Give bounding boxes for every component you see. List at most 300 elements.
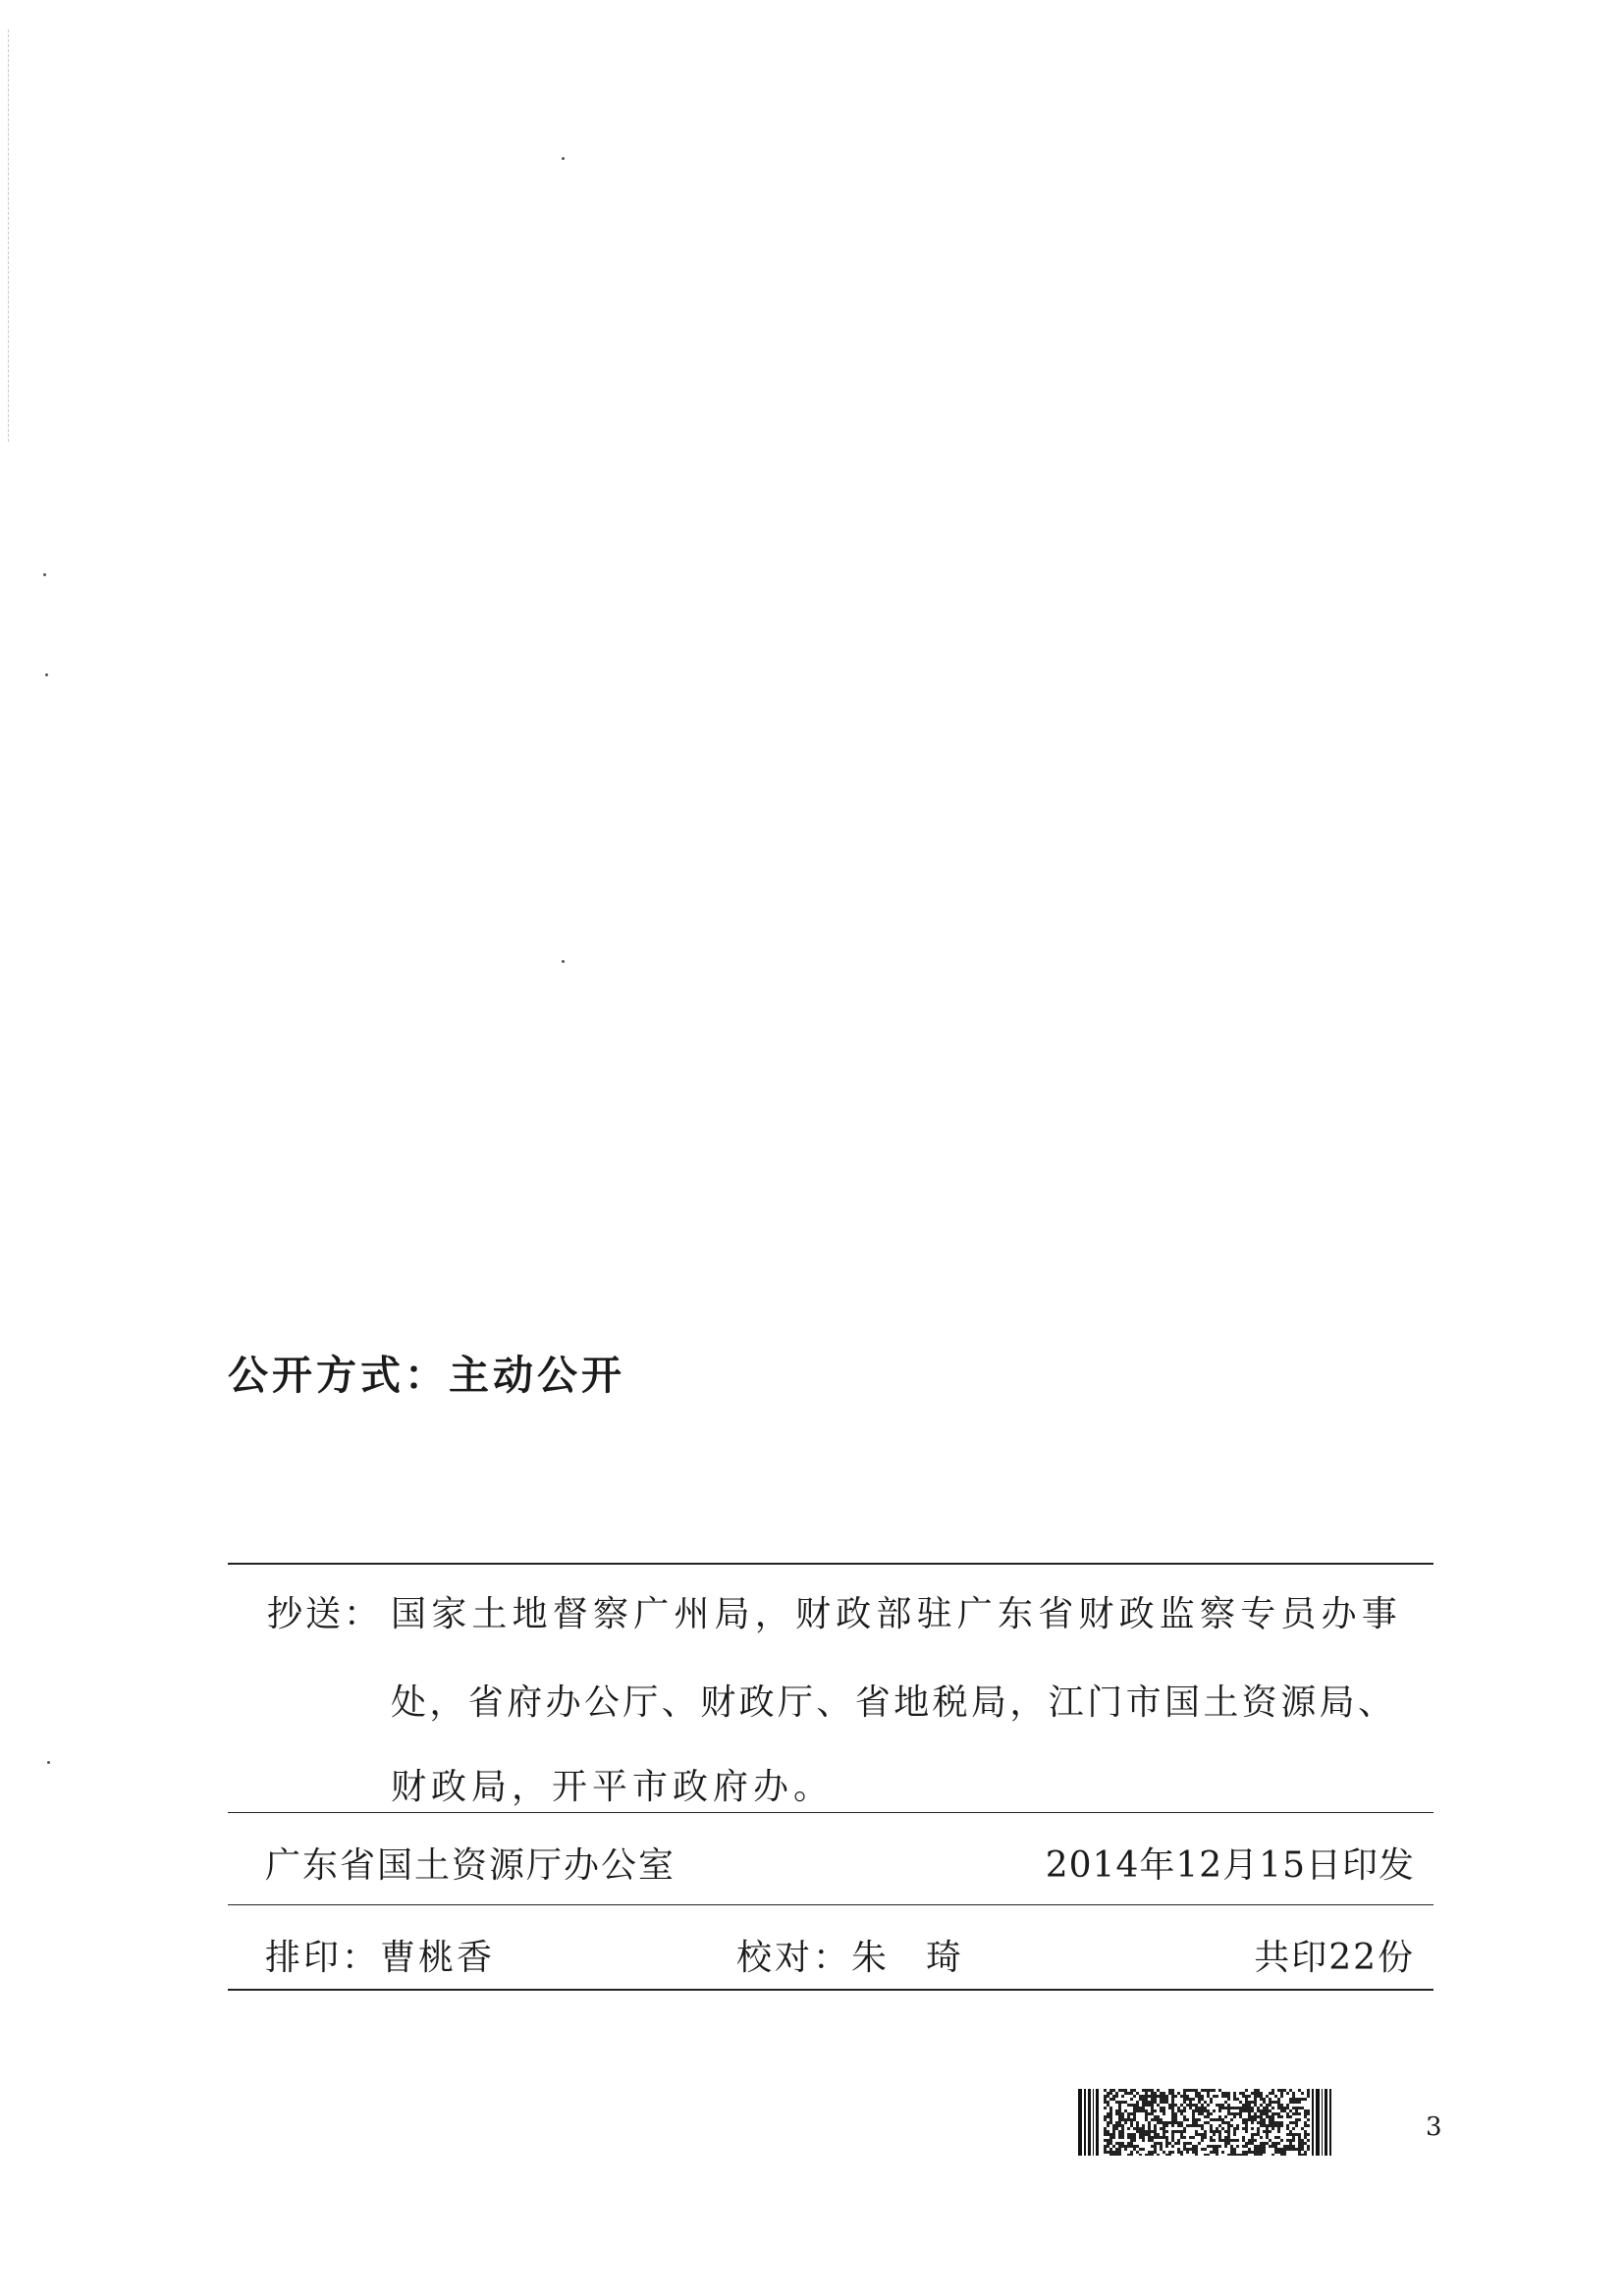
barcode-cell xyxy=(1189,2107,1192,2109)
copies-count: 共印22份 xyxy=(1254,1938,1415,1978)
typeset-name: 曹桃香 xyxy=(380,1938,496,1978)
barcode-cell xyxy=(1301,2145,1304,2148)
barcode-cell xyxy=(1213,2151,1216,2154)
barcode-cell xyxy=(1254,2118,1257,2121)
barcode-cell xyxy=(1286,2107,1289,2109)
barcode-cell xyxy=(1227,2130,1230,2133)
barcode-cell xyxy=(1269,2104,1271,2107)
barcode-cell xyxy=(1104,2095,1107,2098)
barcode-cell xyxy=(1107,2139,1109,2142)
barcode-cell xyxy=(1304,2098,1307,2101)
barcode-cell xyxy=(1304,2124,1307,2127)
barcode-cell xyxy=(1195,2107,1198,2109)
barcode-cell xyxy=(1186,2118,1189,2121)
barcode-cell xyxy=(1118,2112,1121,2115)
barcode-cell xyxy=(1109,2154,1112,2156)
barcode-cell xyxy=(1192,2121,1195,2124)
barcode-cell xyxy=(1186,2151,1189,2154)
barcode-cell xyxy=(1292,2133,1295,2136)
barcode-bar xyxy=(1078,2089,1082,2156)
barcode-cell xyxy=(1107,2115,1109,2118)
barcode-cell xyxy=(1248,2142,1251,2145)
barcode-cell xyxy=(1204,2121,1207,2124)
barcode-cell xyxy=(1227,2098,1230,2101)
barcode-cell xyxy=(1280,2089,1283,2092)
barcode-cell xyxy=(1286,2104,1289,2107)
barcode-cell xyxy=(1242,2127,1245,2130)
barcode-cell xyxy=(1271,2121,1274,2124)
barcode-cell xyxy=(1148,2130,1151,2133)
barcode-cell xyxy=(1142,2124,1145,2127)
barcode-cell xyxy=(1139,2133,1142,2136)
barcode-cell xyxy=(1224,2130,1227,2133)
barcode-cell xyxy=(1104,2115,1107,2118)
barcode-cell xyxy=(1148,2095,1151,2098)
barcode-cell xyxy=(1248,2115,1251,2118)
barcode-cell xyxy=(1251,2115,1254,2118)
barcode-cell xyxy=(1133,2118,1136,2121)
barcode-cell xyxy=(1260,2112,1263,2115)
barcode-cell xyxy=(1183,2145,1186,2148)
barcode-cell xyxy=(1171,2133,1174,2136)
barcode-cell xyxy=(1251,2118,1254,2121)
barcode-cell xyxy=(1260,2095,1263,2098)
barcode-cell xyxy=(1295,2124,1298,2127)
barcode-cell xyxy=(1142,2139,1145,2142)
barcode-cell xyxy=(1218,2139,1221,2142)
barcode-cell xyxy=(1142,2148,1145,2151)
barcode-cell xyxy=(1210,2089,1213,2092)
barcode-cell xyxy=(1163,2107,1165,2109)
barcode-cell xyxy=(1177,2121,1180,2124)
barcode-cell xyxy=(1171,2145,1174,2148)
barcode-cell xyxy=(1227,2121,1230,2124)
barcode-cell xyxy=(1298,2089,1301,2092)
barcode-cell xyxy=(1109,2136,1112,2139)
barcode-cell xyxy=(1204,2136,1207,2139)
barcode-cell xyxy=(1163,2133,1165,2136)
barcode-cell xyxy=(1177,2148,1180,2151)
barcode-cell xyxy=(1171,2092,1174,2095)
barcode-cell xyxy=(1154,2136,1157,2139)
barcode-cell xyxy=(1207,2121,1210,2124)
barcode-cell xyxy=(1216,2145,1218,2148)
barcode-cell xyxy=(1283,2089,1286,2092)
barcode-cell xyxy=(1201,2109,1204,2112)
barcode-cell xyxy=(1171,2115,1174,2118)
barcode-cell xyxy=(1130,2089,1133,2092)
barcode-cell xyxy=(1245,2130,1248,2133)
barcode-cell xyxy=(1269,2101,1271,2104)
barcode-cell xyxy=(1148,2112,1151,2115)
barcode-cell xyxy=(1160,2145,1163,2148)
barcode-cell xyxy=(1274,2101,1277,2104)
barcode-cell xyxy=(1283,2109,1286,2112)
barcode-cell xyxy=(1248,2109,1251,2112)
barcode-cell xyxy=(1115,2142,1118,2145)
rule-top xyxy=(228,1563,1434,1565)
barcode-cell xyxy=(1271,2115,1274,2118)
barcode-cell xyxy=(1286,2092,1289,2095)
barcode-cell xyxy=(1151,2098,1154,2101)
barcode-cell xyxy=(1263,2107,1266,2109)
barcode-cell xyxy=(1233,2130,1236,2133)
barcode-cell xyxy=(1251,2142,1254,2145)
barcode-cell xyxy=(1157,2104,1160,2107)
barcode-cell xyxy=(1151,2092,1154,2095)
barcode-cell xyxy=(1115,2154,1118,2156)
barcode-cell xyxy=(1192,2115,1195,2118)
barcode-cell xyxy=(1277,2136,1280,2139)
barcode-cell xyxy=(1183,2098,1186,2101)
barcode-cell xyxy=(1130,2139,1133,2142)
barcode-cell xyxy=(1210,2124,1213,2127)
barcode-cell xyxy=(1104,2118,1107,2121)
barcode-cell xyxy=(1301,2148,1304,2151)
barcode-cell xyxy=(1298,2107,1301,2109)
barcode-cell xyxy=(1192,2145,1195,2148)
barcode-cell xyxy=(1245,2098,1248,2101)
barcode-cell xyxy=(1269,2109,1271,2112)
barcode-cell xyxy=(1227,2107,1230,2109)
barcode-cell xyxy=(1266,2115,1269,2118)
barcode-cell xyxy=(1198,2107,1201,2109)
barcode-cell xyxy=(1295,2112,1298,2115)
barcode-cell xyxy=(1233,2092,1236,2095)
barcode-cell xyxy=(1242,2139,1245,2142)
barcode-bar xyxy=(1088,2089,1091,2156)
barcode-cell xyxy=(1251,2151,1254,2154)
barcode-cell xyxy=(1139,2109,1142,2112)
barcode-bar xyxy=(1325,2089,1327,2156)
barcode-cell xyxy=(1145,2089,1148,2092)
barcode-cell xyxy=(1115,2109,1118,2112)
barcode-cell xyxy=(1257,2133,1260,2136)
barcode-cell xyxy=(1257,2148,1260,2151)
barcode-cell xyxy=(1201,2112,1204,2115)
barcode-cell xyxy=(1109,2148,1112,2151)
barcode-cell xyxy=(1254,2154,1257,2156)
barcode-cell xyxy=(1136,2109,1139,2112)
barcode-cell xyxy=(1292,2145,1295,2148)
barcode-cell xyxy=(1218,2136,1221,2139)
barcode-cell xyxy=(1230,2145,1233,2148)
barcode-cell xyxy=(1171,2107,1174,2109)
barcode-cell xyxy=(1248,2104,1251,2107)
barcode-cell xyxy=(1195,2121,1198,2124)
barcode-cell xyxy=(1245,2109,1248,2112)
barcode-cell xyxy=(1260,2136,1263,2139)
barcode-cell xyxy=(1298,2151,1301,2154)
barcode-cell xyxy=(1109,2107,1112,2109)
barcode-cell xyxy=(1266,2112,1269,2115)
barcode-cell xyxy=(1236,2112,1239,2115)
barcode-cell xyxy=(1289,2115,1292,2118)
scan-speck xyxy=(562,157,565,160)
barcode-cell xyxy=(1277,2089,1280,2092)
barcode-cell xyxy=(1230,2118,1233,2121)
barcode-cell xyxy=(1160,2121,1163,2124)
barcode-cell xyxy=(1142,2130,1145,2133)
barcode-cell xyxy=(1257,2130,1260,2133)
barcode-cell xyxy=(1104,2133,1107,2136)
barcode-cell xyxy=(1292,2092,1295,2095)
barcode-cell xyxy=(1230,2139,1233,2142)
barcode-cell xyxy=(1142,2109,1145,2112)
barcode-cell xyxy=(1112,2098,1115,2101)
barcode-cell xyxy=(1154,2118,1157,2121)
barcode-cell xyxy=(1133,2133,1136,2136)
barcode-cell xyxy=(1301,2154,1304,2156)
barcode-cell xyxy=(1266,2095,1269,2098)
barcode-cell xyxy=(1183,2115,1186,2118)
barcode-cell xyxy=(1254,2092,1257,2095)
barcode-cell xyxy=(1130,2112,1133,2115)
barcode-cell xyxy=(1269,2139,1271,2142)
barcode-cell xyxy=(1304,2121,1307,2124)
barcode-cell xyxy=(1189,2142,1192,2145)
barcode-cell xyxy=(1163,2121,1165,2124)
barcode-cell xyxy=(1254,2133,1257,2136)
barcode-cell xyxy=(1207,2145,1210,2148)
barcode-cell xyxy=(1201,2098,1204,2101)
barcode-cell xyxy=(1254,2112,1257,2115)
barcode-cell xyxy=(1304,2109,1307,2112)
barcode-cell xyxy=(1171,2130,1174,2133)
barcode-cell xyxy=(1195,2095,1198,2098)
barcode-cell xyxy=(1260,2115,1263,2118)
barcode-cell xyxy=(1224,2115,1227,2118)
barcode-cell xyxy=(1201,2133,1204,2136)
barcode-cell xyxy=(1115,2151,1118,2154)
barcode-cell xyxy=(1304,2151,1307,2154)
barcode-cell xyxy=(1180,2136,1183,2139)
barcode-cell xyxy=(1109,2121,1112,2124)
barcode-cell xyxy=(1171,2089,1174,2092)
barcode-cell xyxy=(1221,2095,1224,2098)
barcode-cell xyxy=(1107,2092,1109,2095)
barcode-cell xyxy=(1257,2151,1260,2154)
barcode-cell xyxy=(1133,2095,1136,2098)
barcode-cell xyxy=(1118,2130,1121,2133)
barcode-cell xyxy=(1257,2109,1260,2112)
barcode-cell xyxy=(1165,2095,1168,2098)
barcode-cell xyxy=(1174,2142,1177,2145)
barcode-cell xyxy=(1245,2107,1248,2109)
barcode-cell xyxy=(1168,2142,1171,2145)
barcode-cell xyxy=(1254,2148,1257,2151)
barcode-cell xyxy=(1251,2101,1254,2104)
barcode-cell xyxy=(1245,2089,1248,2092)
barcode-cell xyxy=(1210,2136,1213,2139)
barcode-cell xyxy=(1148,2121,1151,2124)
barcode-cell xyxy=(1124,2101,1127,2104)
barcode-cell xyxy=(1201,2124,1204,2127)
barcode-cell xyxy=(1245,2121,1248,2124)
barcode-cell xyxy=(1165,2142,1168,2145)
barcode-cell xyxy=(1292,2107,1295,2109)
barcode-cell xyxy=(1118,2124,1121,2127)
barcode-cell xyxy=(1174,2104,1177,2107)
barcode-cell xyxy=(1239,2112,1242,2115)
barcode-cell xyxy=(1216,2118,1218,2121)
barcode-cell xyxy=(1104,2098,1107,2101)
barcode-cell xyxy=(1107,2112,1109,2115)
barcode-cell xyxy=(1298,2133,1301,2136)
barcode-cell xyxy=(1201,2107,1204,2109)
barcode-cell xyxy=(1221,2127,1224,2130)
barcode-cell xyxy=(1168,2154,1171,2156)
barcode-cell xyxy=(1254,2095,1257,2098)
barcode-cell xyxy=(1277,2098,1280,2101)
barcode-cell xyxy=(1292,2148,1295,2151)
barcode-cell xyxy=(1210,2151,1213,2154)
scan-speck xyxy=(43,573,46,576)
barcode-cell xyxy=(1245,2151,1248,2154)
barcode-cell xyxy=(1160,2148,1163,2151)
barcode-cell xyxy=(1263,2148,1266,2151)
barcode-cell xyxy=(1142,2104,1145,2107)
barcode-cell xyxy=(1109,2098,1112,2101)
barcode-cell xyxy=(1139,2130,1142,2133)
barcode-cell xyxy=(1248,2112,1251,2115)
barcode-cell xyxy=(1216,2148,1218,2151)
barcode-cell xyxy=(1151,2107,1154,2109)
barcode-cell xyxy=(1216,2095,1218,2098)
barcode-cell xyxy=(1218,2145,1221,2148)
barcode-cell xyxy=(1121,2124,1124,2127)
barcode-cell xyxy=(1277,2142,1280,2145)
barcode-cell xyxy=(1180,2154,1183,2156)
barcode-cell xyxy=(1269,2118,1271,2121)
barcode-cell xyxy=(1227,2154,1230,2156)
barcode-cell xyxy=(1127,2136,1130,2139)
barcode-cell xyxy=(1157,2136,1160,2139)
rule-middle xyxy=(228,1812,1434,1813)
barcode-cell xyxy=(1304,2130,1307,2133)
barcode-cell xyxy=(1107,2151,1109,2154)
barcode-cell xyxy=(1260,2124,1263,2127)
barcode-cell xyxy=(1227,2127,1230,2130)
barcode-cell xyxy=(1298,2101,1301,2104)
barcode-cell xyxy=(1157,2095,1160,2098)
barcode-cell xyxy=(1236,2139,1239,2142)
barcode-cell xyxy=(1157,2115,1160,2118)
barcode-cell xyxy=(1213,2139,1216,2142)
barcode-cell xyxy=(1104,2130,1107,2133)
barcode-cell xyxy=(1210,2139,1213,2142)
barcode-cell xyxy=(1189,2124,1192,2127)
barcode-cell xyxy=(1260,2142,1263,2145)
barcode-cell xyxy=(1165,2145,1168,2148)
cc-line-1: 国家土地督察广州局，财政部驻广东省财政监察专员办事 xyxy=(391,1594,1403,1634)
barcode-cell xyxy=(1121,2101,1124,2104)
barcode-cell xyxy=(1186,2104,1189,2107)
barcode-cell xyxy=(1163,2109,1165,2112)
barcode-cell xyxy=(1192,2118,1195,2121)
barcode-cell xyxy=(1251,2121,1254,2124)
barcode-bar xyxy=(1084,2089,1086,2156)
barcode-cell xyxy=(1239,2154,1242,2156)
barcode-cell xyxy=(1289,2145,1292,2148)
barcode-cell xyxy=(1160,2109,1163,2112)
barcode-cell xyxy=(1201,2136,1204,2139)
barcode-cell xyxy=(1124,2145,1127,2148)
barcode-cell xyxy=(1136,2151,1139,2154)
barcode-cell xyxy=(1192,2112,1195,2115)
barcode-cell xyxy=(1248,2139,1251,2142)
barcode-cell xyxy=(1189,2104,1192,2107)
barcode-cell xyxy=(1148,2139,1151,2142)
barcode-cell xyxy=(1221,2107,1224,2109)
barcode-cell xyxy=(1165,2121,1168,2124)
barcode-cell xyxy=(1224,2092,1227,2095)
barcode-cell xyxy=(1230,2154,1233,2156)
barcode-cell xyxy=(1183,2107,1186,2109)
barcode-cell xyxy=(1154,2092,1157,2095)
barcode-cell xyxy=(1289,2130,1292,2133)
barcode-cell xyxy=(1269,2121,1271,2124)
barcode-cell xyxy=(1304,2154,1307,2156)
barcode-cell xyxy=(1277,2104,1280,2107)
barcode-cell xyxy=(1307,2145,1310,2148)
barcode-cell xyxy=(1274,2142,1277,2145)
barcode-cell xyxy=(1148,2136,1151,2139)
barcode-cell xyxy=(1289,2098,1292,2101)
barcode-cell xyxy=(1271,2092,1274,2095)
barcode-cell xyxy=(1165,2124,1168,2127)
barcode-cell xyxy=(1148,2089,1151,2092)
barcode-cell xyxy=(1260,2092,1263,2095)
barcode-cell xyxy=(1130,2104,1133,2107)
barcode-cell xyxy=(1104,2101,1107,2104)
barcode-cell xyxy=(1189,2089,1192,2092)
barcode-cell xyxy=(1118,2121,1121,2124)
barcode-cell xyxy=(1277,2112,1280,2115)
barcode-cell xyxy=(1160,2136,1163,2139)
barcode-cell xyxy=(1195,2145,1198,2148)
barcode-cell xyxy=(1139,2136,1142,2139)
barcode-cell xyxy=(1130,2092,1133,2095)
barcode-cell xyxy=(1145,2133,1148,2136)
barcode-cell xyxy=(1307,2124,1310,2127)
barcode-cell xyxy=(1133,2115,1136,2118)
barcode-cell xyxy=(1277,2115,1280,2118)
barcode-cell xyxy=(1304,2142,1307,2145)
barcode-cell xyxy=(1283,2154,1286,2156)
barcode-cell xyxy=(1171,2098,1174,2101)
barcode-cell xyxy=(1204,2107,1207,2109)
barcode-cell xyxy=(1263,2118,1266,2121)
barcode-cell xyxy=(1283,2145,1286,2148)
barcode-cell xyxy=(1121,2130,1124,2133)
barcode-cell xyxy=(1163,2095,1165,2098)
barcode-cell xyxy=(1177,2139,1180,2142)
barcode-cell xyxy=(1151,2151,1154,2154)
barcode-cell xyxy=(1174,2130,1177,2133)
barcode-cell xyxy=(1298,2118,1301,2121)
barcode-cell xyxy=(1236,2154,1239,2156)
barcode-cell xyxy=(1301,2107,1304,2109)
barcode-cell xyxy=(1192,2098,1195,2101)
barcode-cell xyxy=(1118,2089,1121,2092)
barcode-cell xyxy=(1221,2104,1224,2107)
barcode-cell xyxy=(1218,2089,1221,2092)
barcode-cell xyxy=(1201,2139,1204,2142)
barcode-cell xyxy=(1127,2133,1130,2136)
barcode-cell xyxy=(1236,2098,1239,2101)
barcode-cell xyxy=(1198,2112,1201,2115)
